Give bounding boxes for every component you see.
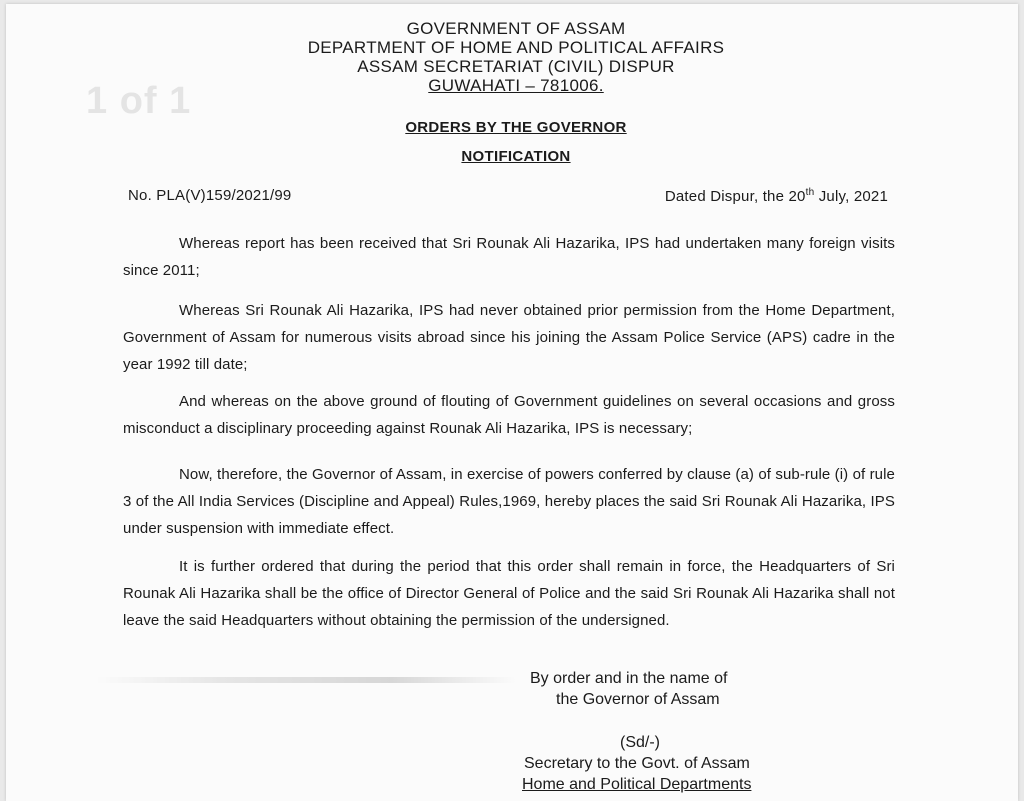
paragraph-suspension: Now, therefore, the Governor of Assam, in exercise of powers conferred by clause (a) of sub-rule (i) of rule 3 of the All India Services (Discipline and Appeal) Rules,1969, hereby places the said Sri Rounak Ali Hazarika, IPS under suspension with immediate effect.	[123, 466, 895, 537]
reference-number: No. PLA(V)159/2021/99	[128, 187, 292, 204]
signatory-designation: Secretary to the Govt. of Assam	[524, 755, 750, 772]
dated-line	[665, 187, 888, 205]
signoff-order-line: By order and in the name of	[530, 670, 728, 687]
notification-title: NOTIFICATION	[461, 148, 571, 165]
header-address: GUWAHATI – 781006.	[428, 76, 604, 95]
header-secretariat: ASSAM SECRETARIAT (CIVIL) DISPUR	[357, 57, 675, 76]
paragraph-headquarters: It is further ordered that during the period that this order shall remain in force, the Headquarters of Sri Rounak Ali Hazarika shall be the office of Director General of Police and the said Sri Rounak Ali Hazarika shall not leave the said Headquarters without obtaining the permission of the undersigned.	[123, 558, 895, 629]
dated-suffix: July, 2021	[814, 188, 888, 205]
signature-mark: (Sd/-)	[620, 734, 660, 751]
signoff-governor-line: the Governor of Assam	[556, 691, 720, 708]
paragraph-permission: Whereas Sri Rounak Ali Hazarika, IPS had never obtained prior permission from the Home Department, Government of Assam for numerous visits abroad since his joining the Assam Police Service (APS) cadre in the year 1992 till date;	[123, 302, 895, 373]
header-government: GOVERNMENT OF ASSAM	[406, 19, 626, 38]
page-counter: 1 of 1	[86, 80, 192, 122]
dated-prefix: Dated Dispur, the 20	[664, 188, 806, 205]
paragraph-misconduct: And whereas on the above ground of flouting of Government guidelines on several occasions and gross misconduct a disciplinary proceeding against Rounak Ali Hazarika, IPS is necessary;	[123, 393, 895, 437]
signatory-department: Home and Political Departments	[522, 776, 752, 793]
paragraph-report: Whereas report has been received that Sri Rounak Ali Hazarika, IPS had undertaken many foreign visits since 2011;	[123, 235, 895, 279]
header-department: DEPARTMENT OF HOME AND POLITICAL AFFAIRS	[307, 38, 725, 57]
scan-smudge	[96, 677, 516, 683]
dated-ordinal: th	[805, 187, 815, 198]
orders-title: ORDERS BY THE GOVERNOR	[405, 119, 627, 136]
document-page	[6, 4, 1018, 801]
